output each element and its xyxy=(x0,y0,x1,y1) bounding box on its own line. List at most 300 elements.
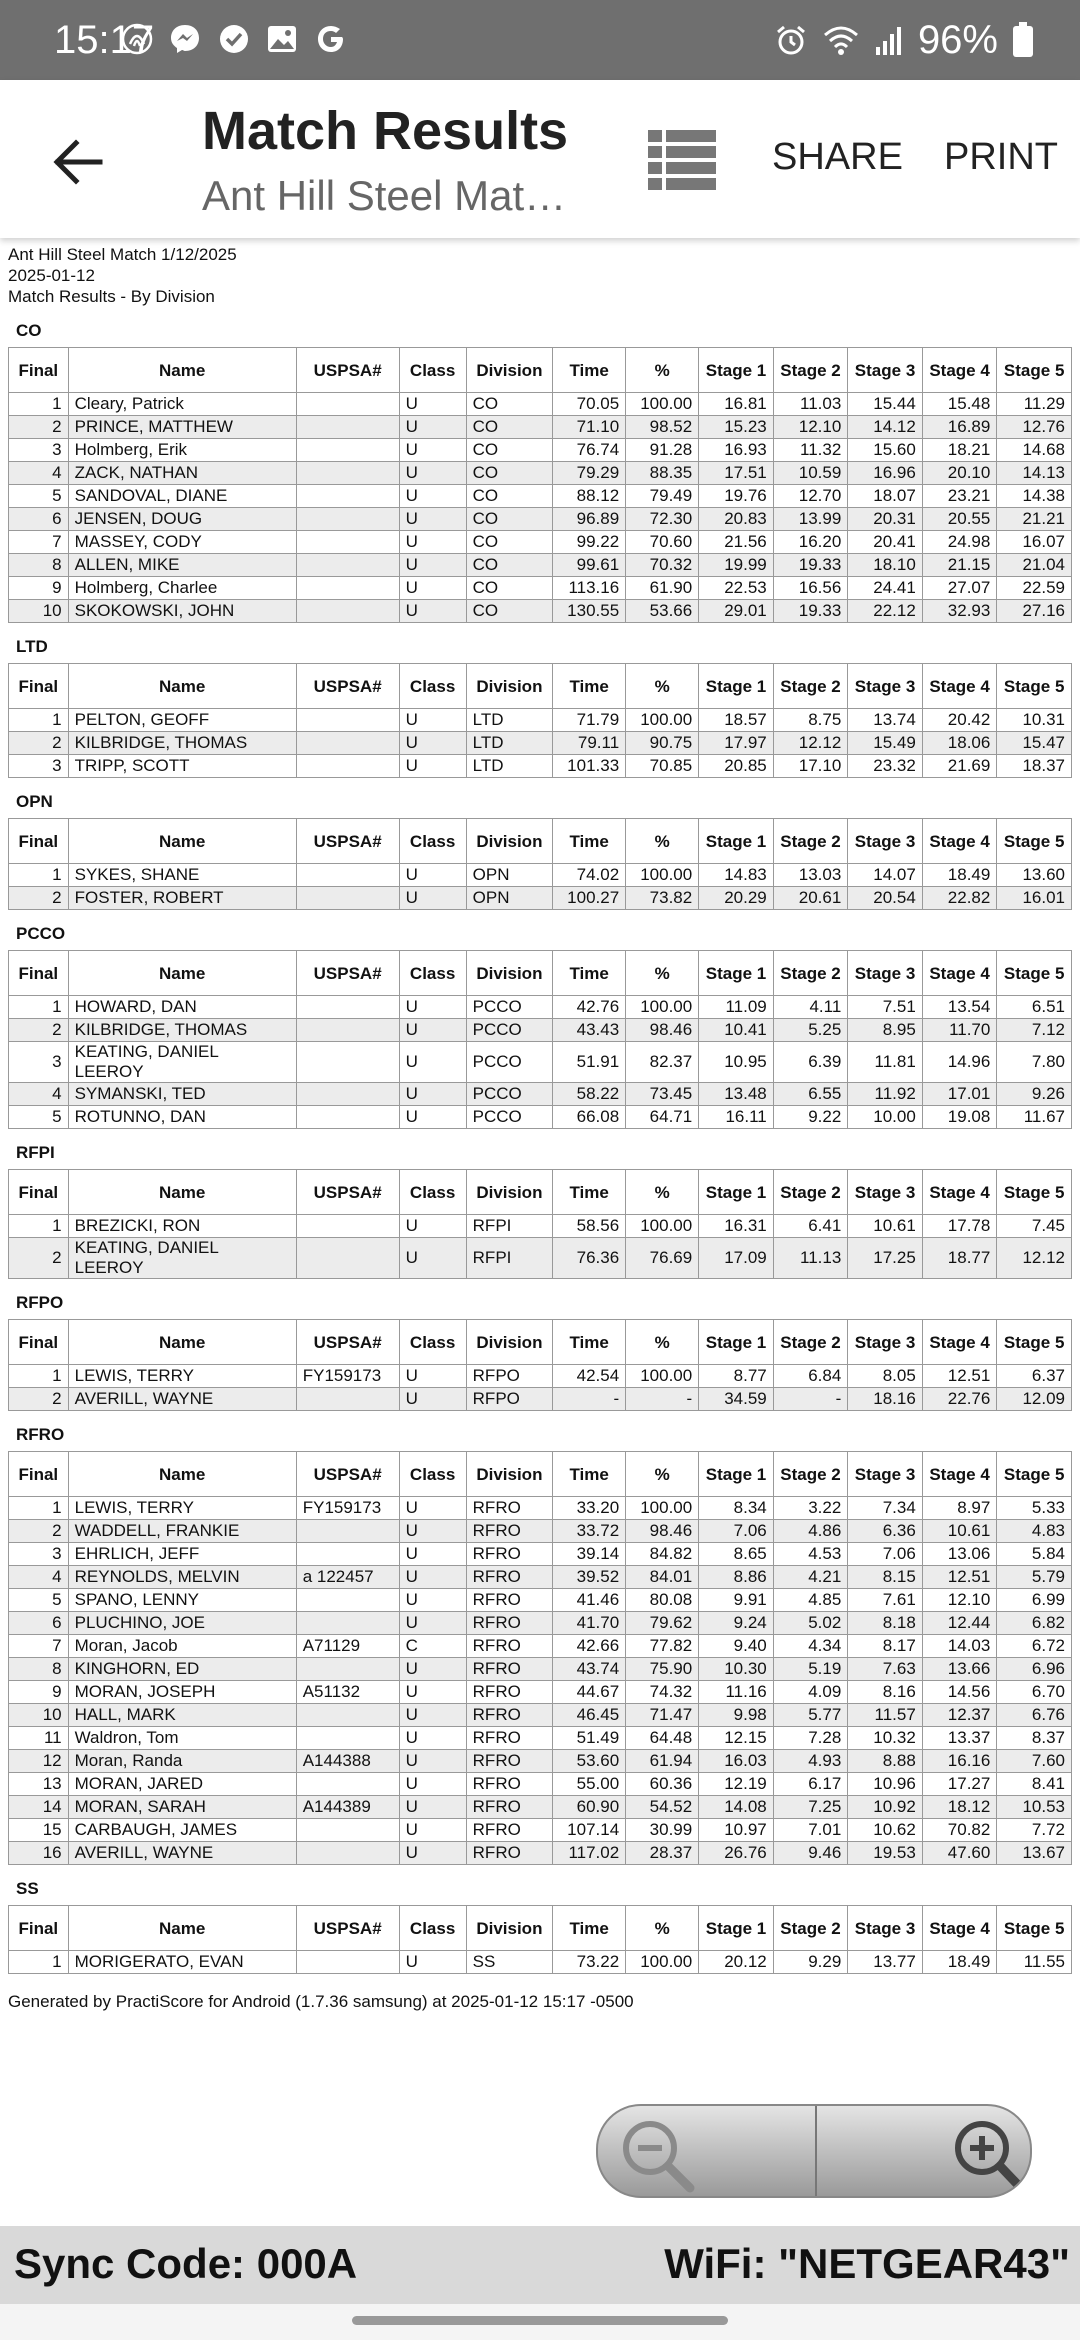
table-cell: 5.33 xyxy=(997,1497,1072,1520)
table-cell: 12.51 xyxy=(922,1365,997,1388)
table-cell: U xyxy=(399,709,466,732)
table-cell: KILBRIDGE, THOMAS xyxy=(68,732,296,755)
table-cell: BREZICKI, RON xyxy=(68,1215,296,1238)
column-header: Stage 3 xyxy=(848,664,923,709)
table-row xyxy=(9,1042,1072,1083)
table-cell xyxy=(296,1727,399,1750)
table-cell: CO xyxy=(466,416,552,439)
table-cell: 21.21 xyxy=(997,508,1072,531)
column-header: Time xyxy=(553,951,626,996)
table-cell xyxy=(296,393,399,416)
table-cell: OPN xyxy=(466,887,552,910)
table-cell: 42.54 xyxy=(553,1365,626,1388)
table-cell: 12.70 xyxy=(773,485,848,508)
table-cell: 24.98 xyxy=(922,531,997,554)
table-cell: 21.04 xyxy=(997,554,1072,577)
table-cell: 53.66 xyxy=(626,600,699,623)
table-cell: 79.49 xyxy=(626,485,699,508)
table-cell: 6.99 xyxy=(997,1589,1072,1612)
column-header: % xyxy=(626,1170,699,1215)
table-cell: RFRO xyxy=(466,1796,552,1819)
page-title: Match Results xyxy=(202,101,569,161)
table-cell: 22.53 xyxy=(699,577,774,600)
table-cell: 10.00 xyxy=(848,1106,923,1129)
table-cell: 18.37 xyxy=(997,755,1072,778)
table-cell: 70.05 xyxy=(553,393,626,416)
table-cell: 70.32 xyxy=(626,554,699,577)
table-cell: SANDOVAL, DIANE xyxy=(68,485,296,508)
table-cell: 33.20 xyxy=(553,1497,626,1520)
zoom-in-icon xyxy=(817,2106,1032,2196)
table-cell: 12.51 xyxy=(922,1566,997,1589)
division-title: LTD xyxy=(16,637,48,656)
table-row xyxy=(9,1773,1072,1796)
share-button[interactable]: SHARE xyxy=(772,136,903,178)
table-cell: 11.67 xyxy=(997,1106,1072,1129)
table-cell xyxy=(296,1951,399,1974)
table-cell xyxy=(296,1215,399,1238)
table-cell: RFRO xyxy=(466,1704,552,1727)
table-row xyxy=(9,531,1072,554)
column-header: Division xyxy=(466,951,552,996)
table-header-row xyxy=(9,348,1072,393)
table-cell: 9 xyxy=(9,577,69,600)
column-header: % xyxy=(626,1452,699,1497)
table-cell: 4.34 xyxy=(773,1635,848,1658)
table-cell: 41.70 xyxy=(553,1612,626,1635)
table-cell: U xyxy=(399,1106,466,1129)
table-cell: 13.77 xyxy=(848,1951,923,1974)
table-cell: U xyxy=(399,1520,466,1543)
table-row xyxy=(9,1238,1072,1279)
table-cell: 6.82 xyxy=(997,1612,1072,1635)
app-bar xyxy=(0,80,1080,238)
table-cell: 6.37 xyxy=(997,1365,1072,1388)
table-cell: 20.83 xyxy=(699,508,774,531)
table-cell: 13.03 xyxy=(773,864,848,887)
sync-code: Sync Code: 000A xyxy=(14,2240,358,2287)
column-header: Stage 4 xyxy=(922,664,997,709)
table-cell: EHRLICH, JEFF xyxy=(68,1543,296,1566)
table-cell: 10 xyxy=(9,1704,69,1727)
table-cell: 13.66 xyxy=(922,1658,997,1681)
table-cell: 16.96 xyxy=(848,462,923,485)
table-cell: 14.07 xyxy=(848,864,923,887)
table-cell: 60.36 xyxy=(626,1773,699,1796)
table-cell: 39.52 xyxy=(553,1566,626,1589)
table-cell: 7.28 xyxy=(773,1727,848,1750)
table-cell: 79.11 xyxy=(553,732,626,755)
table-cell: 13.99 xyxy=(773,508,848,531)
column-header: USPSA# xyxy=(296,1320,399,1365)
table-cell: 20.55 xyxy=(922,508,997,531)
table-cell: - xyxy=(553,1388,626,1411)
table-cell: 14.96 xyxy=(922,1042,997,1083)
table-cell: 82.37 xyxy=(626,1042,699,1083)
column-header: Final xyxy=(9,819,69,864)
table-cell: FY159173 xyxy=(296,1365,399,1388)
column-header: % xyxy=(626,348,699,393)
table-cell: 2 xyxy=(9,1238,69,1279)
table-row xyxy=(9,1658,1072,1681)
table-cell: 10.62 xyxy=(848,1819,923,1842)
gallery-icon xyxy=(265,22,299,56)
results-table xyxy=(8,663,1072,778)
table-cell: U xyxy=(399,416,466,439)
table-cell: 6.70 xyxy=(997,1681,1072,1704)
table-cell: 14.83 xyxy=(699,864,774,887)
fingerprint-icon xyxy=(120,22,154,56)
table-cell: 15.44 xyxy=(848,393,923,416)
table-cell: 75.90 xyxy=(626,1658,699,1681)
column-header: Name xyxy=(68,1906,296,1951)
table-cell: PCCO xyxy=(466,1106,552,1129)
table-cell: SPANO, LENNY xyxy=(68,1589,296,1612)
table-cell: 11.09 xyxy=(699,996,774,1019)
column-header: Stage 4 xyxy=(922,348,997,393)
table-cell: 13.06 xyxy=(922,1543,997,1566)
table-cell: 72.30 xyxy=(626,508,699,531)
table-cell: 4.83 xyxy=(997,1520,1072,1543)
table-cell: 14.68 xyxy=(997,439,1072,462)
table-cell: LEWIS, TERRY xyxy=(68,1365,296,1388)
column-header: Class xyxy=(399,951,466,996)
zoom-out-icon xyxy=(598,2106,813,2196)
table-cell: U xyxy=(399,1681,466,1704)
column-header: Division xyxy=(466,348,552,393)
table-cell: 2 xyxy=(9,1388,69,1411)
table-row xyxy=(9,864,1072,887)
table-cell: 9.40 xyxy=(699,1635,774,1658)
list-view-icon[interactable] xyxy=(648,128,716,190)
table-cell: KEATING, DANIEL LEEROY xyxy=(68,1238,296,1279)
table-cell: 18.10 xyxy=(848,554,923,577)
table-cell xyxy=(296,1083,399,1106)
zoom-out-button[interactable] xyxy=(598,2106,813,2196)
table-cell: 20.10 xyxy=(922,462,997,485)
table-cell: 5.84 xyxy=(997,1543,1072,1566)
table-cell: 12.37 xyxy=(922,1704,997,1727)
table-cell: CO xyxy=(466,485,552,508)
column-header: USPSA# xyxy=(296,348,399,393)
table-cell: 84.01 xyxy=(626,1566,699,1589)
table-cell: 1 xyxy=(9,709,69,732)
table-cell: U xyxy=(399,1543,466,1566)
table-cell: 6.41 xyxy=(773,1215,848,1238)
table-cell: 11 xyxy=(9,1727,69,1750)
table-cell: 10.61 xyxy=(848,1215,923,1238)
column-header: Division xyxy=(466,664,552,709)
table-row xyxy=(9,1819,1072,1842)
column-header: Stage 5 xyxy=(997,1170,1072,1215)
table-cell: 11.16 xyxy=(699,1681,774,1704)
table-cell: U xyxy=(399,1215,466,1238)
table-cell xyxy=(296,755,399,778)
table-cell: 14.38 xyxy=(997,485,1072,508)
table-cell: 4.85 xyxy=(773,1589,848,1612)
table-cell: U xyxy=(399,393,466,416)
table-cell: 4.93 xyxy=(773,1750,848,1773)
table-cell: 13.48 xyxy=(699,1083,774,1106)
status-right xyxy=(774,18,1034,62)
column-header: Stage 4 xyxy=(922,1452,997,1497)
table-cell: U xyxy=(399,732,466,755)
table-cell: WADDELL, FRANKIE xyxy=(68,1520,296,1543)
table-cell: 18.21 xyxy=(922,439,997,462)
table-cell: 10.95 xyxy=(699,1042,774,1083)
table-cell: 6.84 xyxy=(773,1365,848,1388)
table-row xyxy=(9,1497,1072,1520)
table-cell: 98.46 xyxy=(626,1520,699,1543)
table-cell: Moran, Jacob xyxy=(68,1635,296,1658)
table-cell: 1 xyxy=(9,996,69,1019)
alarm-icon xyxy=(774,23,808,57)
notification-icons xyxy=(120,22,358,61)
table-cell: 71.10 xyxy=(553,416,626,439)
table-cell: 5 xyxy=(9,1106,69,1129)
table-cell: 54.52 xyxy=(626,1796,699,1819)
column-header: Stage 3 xyxy=(848,1170,923,1215)
table-cell: 24.41 xyxy=(848,577,923,600)
table-header-row xyxy=(9,1906,1072,1951)
table-cell xyxy=(296,1819,399,1842)
table-cell: RFRO xyxy=(466,1819,552,1842)
table-cell: 16.03 xyxy=(699,1750,774,1773)
column-header: Stage 2 xyxy=(773,1170,848,1215)
column-header: Name xyxy=(68,951,296,996)
column-header: Stage 5 xyxy=(997,664,1072,709)
table-cell: 58.56 xyxy=(553,1215,626,1238)
table-cell: 8 xyxy=(9,1658,69,1681)
table-cell: SYKES, SHANE xyxy=(68,864,296,887)
table-cell: RFRO xyxy=(466,1589,552,1612)
table-header-row xyxy=(9,1452,1072,1497)
column-header: Stage 1 xyxy=(699,1452,774,1497)
table-cell: Moran, Randa xyxy=(68,1750,296,1773)
table-cell: 8.65 xyxy=(699,1543,774,1566)
table-cell: 9 xyxy=(9,1681,69,1704)
table-cell: 41.46 xyxy=(553,1589,626,1612)
table-cell: 10.59 xyxy=(773,462,848,485)
table-cell: 73.82 xyxy=(626,887,699,910)
column-header: Time xyxy=(553,1170,626,1215)
table-cell: 10.96 xyxy=(848,1773,923,1796)
table-cell: 5.02 xyxy=(773,1612,848,1635)
table-cell: 71.47 xyxy=(626,1704,699,1727)
column-header: Stage 4 xyxy=(922,1170,997,1215)
table-cell: 1 xyxy=(9,864,69,887)
column-header: Stage 2 xyxy=(773,348,848,393)
division-section xyxy=(8,321,1072,623)
table-cell: CO xyxy=(466,577,552,600)
table-cell: 39.14 xyxy=(553,1543,626,1566)
table-cell xyxy=(296,1543,399,1566)
table-cell: CO xyxy=(466,462,552,485)
table-row xyxy=(9,1951,1072,1974)
battery-icon xyxy=(1012,22,1034,58)
table-row xyxy=(9,1727,1072,1750)
results-table xyxy=(8,1319,1072,1411)
column-header: Stage 5 xyxy=(997,951,1072,996)
column-header: % xyxy=(626,819,699,864)
table-cell: CO xyxy=(466,393,552,416)
table-cell xyxy=(296,864,399,887)
table-cell: 18.49 xyxy=(922,864,997,887)
table-cell: 14.56 xyxy=(922,1681,997,1704)
table-cell: LTD xyxy=(466,732,552,755)
table-cell: Holmberg, Erik xyxy=(68,439,296,462)
table-cell: 7.61 xyxy=(848,1589,923,1612)
table-cell: 15.60 xyxy=(848,439,923,462)
table-row xyxy=(9,1388,1072,1411)
column-header: Final xyxy=(9,1906,69,1951)
table-cell: RFRO xyxy=(466,1750,552,1773)
table-row xyxy=(9,1019,1072,1042)
table-cell xyxy=(296,577,399,600)
table-cell: 10.41 xyxy=(699,1019,774,1042)
table-cell: U xyxy=(399,1083,466,1106)
table-cell: 4 xyxy=(9,462,69,485)
column-header: Name xyxy=(68,1170,296,1215)
table-cell: RFRO xyxy=(466,1543,552,1566)
column-header: Stage 2 xyxy=(773,819,848,864)
table-cell: Holmberg, Charlee xyxy=(68,577,296,600)
table-cell: 46.45 xyxy=(553,1704,626,1727)
table-cell: RFRO xyxy=(466,1635,552,1658)
table-cell: 20.61 xyxy=(773,887,848,910)
table-cell: ROTUNNO, DAN xyxy=(68,1106,296,1129)
column-header: Name xyxy=(68,819,296,864)
table-cell: 22.59 xyxy=(997,577,1072,600)
back-arrow-icon[interactable] xyxy=(46,130,110,194)
table-cell: 99.61 xyxy=(553,554,626,577)
column-header: USPSA# xyxy=(296,1906,399,1951)
table-cell: 16.81 xyxy=(699,393,774,416)
table-cell: 1 xyxy=(9,393,69,416)
table-cell: 4.11 xyxy=(773,996,848,1019)
table-cell: 17.10 xyxy=(773,755,848,778)
table-cell: 7.80 xyxy=(997,1042,1072,1083)
table-cell: 12.44 xyxy=(922,1612,997,1635)
table-cell: 2 xyxy=(9,1520,69,1543)
table-cell: 16.56 xyxy=(773,577,848,600)
table-cell: RFRO xyxy=(466,1497,552,1520)
table-cell: 100.00 xyxy=(626,996,699,1019)
table-cell: 20.29 xyxy=(699,887,774,910)
table-row xyxy=(9,416,1072,439)
table-cell: 23.32 xyxy=(848,755,923,778)
table-cell: 6 xyxy=(9,508,69,531)
table-cell: CO xyxy=(466,439,552,462)
table-cell: U xyxy=(399,1388,466,1411)
table-cell: 8.15 xyxy=(848,1566,923,1589)
table-cell: 27.16 xyxy=(997,600,1072,623)
table-cell: 20.54 xyxy=(848,887,923,910)
table-cell: 15.49 xyxy=(848,732,923,755)
table-cell: 99.22 xyxy=(553,531,626,554)
table-cell xyxy=(296,1019,399,1042)
table-cell: MASSEY, CODY xyxy=(68,531,296,554)
table-cell: CO xyxy=(466,554,552,577)
table-cell: SKOKOWSKI, JOHN xyxy=(68,600,296,623)
table-cell: 29.01 xyxy=(699,600,774,623)
column-header: Stage 3 xyxy=(848,951,923,996)
table-cell: 9.98 xyxy=(699,1704,774,1727)
table-cell: 101.33 xyxy=(553,755,626,778)
column-header: Name xyxy=(68,348,296,393)
column-header: Class xyxy=(399,1452,466,1497)
table-cell: 17.51 xyxy=(699,462,774,485)
table-cell: 2 xyxy=(9,732,69,755)
division-section xyxy=(8,1293,1072,1411)
zoom-in-button[interactable] xyxy=(815,2106,1032,2196)
table-cell: U xyxy=(399,485,466,508)
column-header: USPSA# xyxy=(296,1170,399,1215)
column-header: Final xyxy=(9,951,69,996)
column-header: USPSA# xyxy=(296,819,399,864)
table-cell: PCCO xyxy=(466,1019,552,1042)
table-cell: 117.02 xyxy=(553,1842,626,1865)
table-cell: 15.47 xyxy=(997,732,1072,755)
table-cell xyxy=(296,439,399,462)
table-cell: KINGHORN, ED xyxy=(68,1658,296,1681)
table-cell: U xyxy=(399,755,466,778)
table-cell: 8 xyxy=(9,554,69,577)
table-row xyxy=(9,439,1072,462)
print-button[interactable]: PRINT xyxy=(944,136,1058,178)
table-cell: 27.07 xyxy=(922,577,997,600)
table-cell xyxy=(296,600,399,623)
signal-icon xyxy=(874,23,904,57)
division-section xyxy=(8,1143,1072,1279)
table-cell: ZACK, NATHAN xyxy=(68,462,296,485)
table-cell xyxy=(296,508,399,531)
table-cell: SYMANSKI, TED xyxy=(68,1083,296,1106)
column-header: Stage 4 xyxy=(922,1906,997,1951)
table-cell: ALLEN, MIKE xyxy=(68,554,296,577)
table-cell: 61.94 xyxy=(626,1750,699,1773)
table-row xyxy=(9,1635,1072,1658)
table-cell: 43.43 xyxy=(553,1019,626,1042)
table-cell: 70.82 xyxy=(922,1819,997,1842)
column-header: Time xyxy=(553,348,626,393)
wifi-network: WiFi: "NETGEAR43" xyxy=(664,2240,1070,2287)
table-cell: 3 xyxy=(9,1543,69,1566)
table-cell: Cleary, Patrick xyxy=(68,393,296,416)
column-header: Division xyxy=(466,1452,552,1497)
column-header: Class xyxy=(399,1170,466,1215)
table-cell: 19.08 xyxy=(922,1106,997,1129)
division-title: RFPI xyxy=(16,1143,55,1162)
table-cell: 8.05 xyxy=(848,1365,923,1388)
table-row xyxy=(9,1083,1072,1106)
table-cell: 16.11 xyxy=(699,1106,774,1129)
table-row xyxy=(9,1704,1072,1727)
table-cell: RFRO xyxy=(466,1612,552,1635)
column-header: Class xyxy=(399,664,466,709)
division-title: PCCO xyxy=(16,924,66,943)
table-cell: 98.52 xyxy=(626,416,699,439)
home-gesture-handle[interactable] xyxy=(352,2316,728,2325)
table-cell: 12.19 xyxy=(699,1773,774,1796)
table-cell: 2 xyxy=(9,416,69,439)
table-cell: U xyxy=(399,577,466,600)
table-header-row xyxy=(9,664,1072,709)
table-cell: 11.57 xyxy=(848,1704,923,1727)
table-cell: 8.88 xyxy=(848,1750,923,1773)
table-cell: 18.57 xyxy=(699,709,774,732)
column-header: Stage 5 xyxy=(997,1452,1072,1497)
